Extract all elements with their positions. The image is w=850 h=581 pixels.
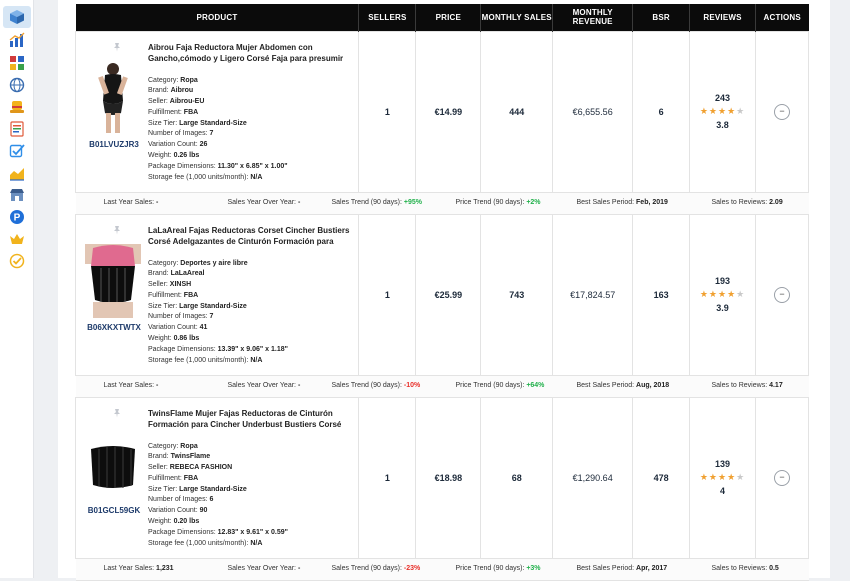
last-year-value: - — [156, 381, 159, 389]
header-monthly-sales[interactable]: MONTHLY SALES — [481, 4, 553, 31]
bsr-cell — [633, 397, 690, 558]
star-filled-icon: ★ — [708, 289, 718, 299]
last-year-sales — [104, 199, 159, 206]
dimensions-label: Package Dimensions: — [148, 345, 218, 353]
product-cell — [76, 214, 359, 375]
sales-trend-label: Sales Trend (90 days): — [331, 198, 404, 206]
reviews-cell — [690, 397, 756, 558]
storage-value: N/A — [250, 173, 263, 181]
weight-label: Weight: — [148, 152, 174, 160]
storage-label: Storage fee (1,000 units/month): — [148, 173, 251, 181]
price-value: €14.99 — [434, 106, 463, 117]
bsr-cell — [633, 214, 690, 375]
seller-label: Seller: — [148, 464, 170, 472]
star-filled-icon: ★ — [717, 472, 728, 482]
store-icon[interactable] — [8, 186, 26, 204]
sales-trend-label: Sales Trend (90 days): — [331, 564, 404, 572]
size-tier-label: Size Tier: — [148, 119, 180, 127]
globe-icon[interactable] — [8, 76, 26, 94]
star-filled-icon: ★ — [708, 106, 718, 116]
fulfillment-value: FBA — [183, 474, 199, 482]
variations-value: 26 — [199, 141, 208, 149]
table-header — [76, 4, 809, 31]
header-product[interactable]: PRODUCT — [76, 4, 359, 31]
seller-value: Aibrou-EU — [169, 98, 205, 106]
star-rating — [690, 106, 755, 117]
main-panel — [58, 0, 830, 578]
hat-icon[interactable] — [8, 98, 26, 116]
last-year-label: Last Year Sales: — [103, 381, 157, 389]
storage-value: N/A — [250, 539, 263, 547]
variations-label: Variation Count: — [148, 507, 200, 515]
monthly-revenue-value: €1,290.64 — [572, 472, 613, 483]
sales-trend-value: -23% — [403, 564, 421, 572]
monthly-sales-value: 68 — [511, 472, 522, 483]
sellers-cell — [359, 397, 416, 558]
review-count: 193 — [715, 276, 731, 286]
monthly-revenue-value: €6,655.56 — [572, 106, 613, 117]
size-tier-value: Large Standard-Size — [179, 119, 247, 127]
dimensions-value: 13.39" x 9.06" x 1.18" — [217, 345, 288, 353]
seller-label: Seller: — [148, 281, 170, 289]
yoy-value: - — [297, 198, 301, 206]
best-period-value: Feb, 2019 — [636, 198, 668, 206]
reviews-cell — [690, 214, 756, 375]
header-reviews[interactable]: REVIEWS — [690, 4, 756, 31]
sales-to-reviews-label: Sales to Reviews: — [711, 381, 770, 389]
sales-to-reviews-value: 0.5 — [769, 564, 779, 572]
last-year-label: Last Year Sales: — [103, 198, 157, 206]
last-year-value: - — [156, 198, 159, 206]
stats-cell — [76, 192, 809, 214]
bsr-cell — [633, 31, 690, 192]
stats-row — [76, 375, 809, 397]
puzzle-icon[interactable] — [8, 54, 26, 72]
sellers-value: 1 — [384, 106, 390, 117]
product-title[interactable]: TwinsFlame Mujer Fajas Reductoras de Cinturón Formación para Cincher Underbust Bustiers Corsé — [148, 408, 342, 429]
fulfillment-label: Fulfillment: — [148, 474, 184, 482]
last-year-label: Last Year Sales: — [103, 564, 157, 572]
sales-to-reviews-label: Sales to Reviews: — [711, 198, 770, 206]
category-label: Category: — [148, 259, 181, 267]
sales-trend — [332, 565, 421, 572]
dimensions-label: Package Dimensions: — [148, 528, 218, 536]
best-period-value: Aug, 2018 — [636, 381, 670, 389]
product-title[interactable]: LaLaAreal Fajas Reductoras Corset Cincher Bustiers Corsé Adelgazantes de Cinturón Formación para — [148, 225, 350, 246]
monthly-revenue-cell — [553, 397, 633, 558]
star-rating — [690, 289, 755, 300]
price-trend-value: +3% — [526, 564, 541, 572]
stats-cell — [76, 375, 809, 397]
variations-label: Variation Count: — [148, 141, 200, 149]
sellers-cell — [359, 31, 416, 192]
variations-value: 90 — [199, 507, 208, 515]
best-sales-period — [577, 199, 668, 206]
sales-yoy — [228, 199, 301, 206]
storage-label: Storage fee (1,000 units/month): — [148, 356, 251, 364]
sales-trend-value: +95% — [403, 198, 422, 206]
asin-link[interactable]: B01LVUZJR3 — [89, 139, 139, 149]
sales-to-reviews-label: Sales to Reviews: — [711, 564, 770, 572]
best-sales-period — [577, 382, 670, 389]
rating-value: 3.8 — [716, 120, 729, 130]
size-tier-label: Size Tier: — [148, 485, 180, 493]
category-value: Ropa — [180, 442, 198, 450]
star-filled-icon: ★ — [717, 106, 728, 116]
sales-trend — [332, 199, 422, 206]
header-sellers[interactable]: SELLERS — [359, 4, 416, 31]
category-label: Category: — [148, 442, 181, 450]
last-year-value: 1,231 — [156, 564, 174, 572]
price-trend — [456, 199, 541, 206]
header-bsr[interactable]: BSR — [633, 4, 690, 31]
last-year-sales — [104, 382, 159, 389]
remove-button[interactable]: − — [774, 104, 790, 120]
dimensions-value: 11.30" x 6.85" x 1.00" — [217, 162, 288, 170]
fulfillment-label: Fulfillment: — [148, 108, 184, 116]
star-filled-icon: ★ — [708, 472, 718, 482]
price-trend — [456, 565, 541, 572]
variations-label: Variation Count: — [148, 324, 200, 332]
size-tier-value: Large Standard-Size — [179, 302, 247, 310]
asin-link[interactable]: B01GCL59GK — [87, 505, 141, 515]
sales-yoy — [228, 565, 301, 572]
bsr-value: 478 — [653, 472, 669, 483]
monthly-revenue-value: €17,824.57 — [570, 289, 616, 300]
monthly-sales-value: 444 — [509, 106, 525, 117]
product-details — [148, 259, 358, 367]
monthly-revenue-cell — [553, 31, 633, 192]
remove-button[interactable]: − — [774, 470, 790, 486]
weight-value: 0.26 lbs — [173, 152, 200, 160]
price-value: €25.99 — [434, 289, 463, 300]
sales-yoy — [228, 382, 301, 389]
price-trend-label: Price Trend (90 days): — [455, 198, 527, 206]
best-period-label: Best Sales Period: — [576, 381, 637, 389]
dimensions-value: 12.83" x 9.61" x 0.59" — [217, 528, 288, 536]
monthly-sales-cell — [481, 214, 553, 375]
checkbox-icon[interactable] — [8, 142, 26, 160]
price-trend-value: +2% — [526, 198, 541, 206]
bsr-value: 163 — [653, 289, 669, 300]
table-row — [76, 214, 809, 375]
fulfillment-label: Fulfillment: — [148, 291, 184, 299]
images-value: 7 — [209, 130, 214, 138]
table-row — [76, 397, 809, 558]
actions-cell — [756, 31, 809, 192]
price-cell — [416, 214, 481, 375]
yoy-label: Sales Year Over Year: — [227, 381, 298, 389]
sales-to-reviews — [712, 565, 779, 572]
header-price[interactable]: PRICE — [416, 4, 481, 31]
yoy-value: - — [297, 564, 301, 572]
sales-trend-value: -10% — [403, 381, 421, 389]
size-tier-value: Large Standard-Size — [179, 485, 247, 493]
sales-to-reviews — [712, 199, 783, 206]
size-tier-label: Size Tier: — [148, 302, 180, 310]
storage-label: Storage fee (1,000 units/month): — [148, 539, 251, 547]
pin-icon[interactable] — [112, 225, 122, 235]
product-cell — [76, 397, 359, 558]
product-details — [148, 76, 358, 184]
star-rating — [690, 472, 755, 483]
images-value: 7 — [209, 313, 214, 321]
brand-label: Brand: — [148, 87, 171, 95]
price-value: €18.98 — [434, 472, 463, 483]
seller-value: REBECA FASHION — [169, 464, 233, 472]
pin-icon[interactable] — [112, 42, 122, 52]
crown-icon[interactable] — [8, 230, 26, 248]
price-cell — [416, 31, 481, 192]
sales-to-reviews-value: 4.17 — [769, 381, 783, 389]
fulfillment-value: FBA — [183, 108, 199, 116]
best-period-label: Best Sales Period: — [576, 198, 637, 206]
pin-icon[interactable] — [112, 408, 122, 418]
product-image[interactable] — [85, 427, 141, 501]
storage-value: N/A — [250, 356, 263, 364]
monthly-sales-cell — [481, 31, 553, 192]
category-value: Ropa — [180, 76, 198, 84]
star-filled-icon: ★ — [717, 289, 728, 299]
images-value: 6 — [209, 496, 214, 504]
images-label: Number of Images: — [148, 496, 210, 504]
svg-text:P: P — [13, 212, 21, 224]
actions-cell — [756, 214, 809, 375]
star-filled-icon: ★ — [699, 472, 709, 482]
fulfillment-value: FBA — [183, 291, 199, 299]
star-filled-icon: ★ — [699, 106, 709, 116]
product-details — [148, 442, 358, 550]
star-filled-icon: ★ — [699, 289, 709, 299]
remove-button[interactable]: − — [774, 287, 790, 303]
star-empty-icon: ★ — [736, 106, 746, 116]
header-actions: ACTIONS — [756, 4, 809, 31]
weight-label: Weight: — [148, 335, 174, 343]
product-title[interactable]: Aibrou Faja Reductora Mujer Abdomen con Gancho,cómodo y Ligero Corsé Faja para presumir — [148, 42, 344, 63]
price-trend-value: +64% — [526, 381, 545, 389]
bar-chart-icon[interactable] — [8, 31, 26, 49]
price-cell — [416, 397, 481, 558]
monthly-sales-cell — [481, 397, 553, 558]
category-value: Deportes y aire libre — [180, 259, 248, 267]
images-label: Number of Images: — [148, 130, 210, 138]
monthly-sales-value: 743 — [509, 289, 525, 300]
brand-label: Brand: — [148, 270, 171, 278]
stats-cell — [76, 558, 809, 580]
reviews-cell — [690, 31, 756, 192]
sellers-value: 1 — [384, 472, 390, 483]
area-chart-icon[interactable] — [8, 164, 26, 182]
sellers-value: 1 — [384, 289, 390, 300]
dimensions-label: Package Dimensions: — [148, 162, 218, 170]
star-empty-icon: ★ — [736, 289, 746, 299]
monthly-revenue-cell — [553, 214, 633, 375]
star-empty-icon: ★ — [736, 472, 746, 482]
p-circle-icon[interactable] — [8, 208, 26, 226]
bsr-value: 6 — [658, 106, 664, 117]
star-filled-icon: ★ — [727, 106, 737, 116]
table-row — [76, 31, 809, 192]
product-table — [75, 4, 809, 581]
star-filled-icon: ★ — [727, 472, 737, 482]
report-icon[interactable] — [8, 120, 26, 138]
rating-value: 3.9 — [716, 303, 729, 313]
price-trend — [456, 382, 545, 389]
box-icon[interactable] — [3, 6, 31, 28]
stats-row — [76, 192, 809, 214]
sellers-cell — [359, 214, 416, 375]
asin-link[interactable]: B06XKXTWTX — [87, 322, 141, 332]
sales-to-reviews — [712, 382, 783, 389]
actions-cell — [756, 397, 809, 558]
last-year-sales — [104, 565, 174, 572]
product-image[interactable] — [85, 61, 141, 135]
review-count: 139 — [715, 459, 731, 469]
price-trend-label: Price Trend (90 days): — [455, 564, 527, 572]
sales-trend — [332, 382, 421, 389]
brand-value: LaLaAreal — [170, 270, 205, 278]
sales-trend-label: Sales Trend (90 days): — [331, 381, 404, 389]
price-trend-label: Price Trend (90 days): — [455, 381, 527, 389]
star-filled-icon: ★ — [727, 289, 737, 299]
yoy-value: - — [297, 381, 301, 389]
best-sales-period — [577, 565, 668, 572]
check-circle-icon[interactable] — [8, 252, 26, 270]
best-period-value: Apr, 2017 — [636, 564, 668, 572]
brand-label: Brand: — [148, 453, 171, 461]
product-image[interactable] — [85, 244, 141, 318]
review-count: 243 — [715, 93, 731, 103]
brand-value: TwinsFlame — [170, 453, 211, 461]
product-cell — [76, 31, 359, 192]
seller-label: Seller: — [148, 98, 170, 106]
sales-to-reviews-value: 2.09 — [769, 198, 783, 206]
header-monthly-revenue[interactable]: MONTHLY REVENUE — [553, 4, 633, 31]
images-label: Number of Images: — [148, 313, 210, 321]
yoy-label: Sales Year Over Year: — [227, 564, 298, 572]
weight-value: 0.86 lbs — [173, 335, 200, 343]
brand-value: Aibrou — [170, 87, 194, 95]
variations-value: 41 — [199, 324, 208, 332]
weight-value: 0.20 lbs — [173, 518, 200, 526]
seller-value: XINSH — [169, 281, 192, 289]
stats-row — [76, 558, 809, 580]
category-label: Category: — [148, 76, 181, 84]
rating-value: 4 — [720, 486, 726, 496]
yoy-label: Sales Year Over Year: — [227, 198, 298, 206]
weight-label: Weight: — [148, 518, 174, 526]
sidebar — [0, 0, 34, 578]
best-period-label: Best Sales Period: — [576, 564, 637, 572]
